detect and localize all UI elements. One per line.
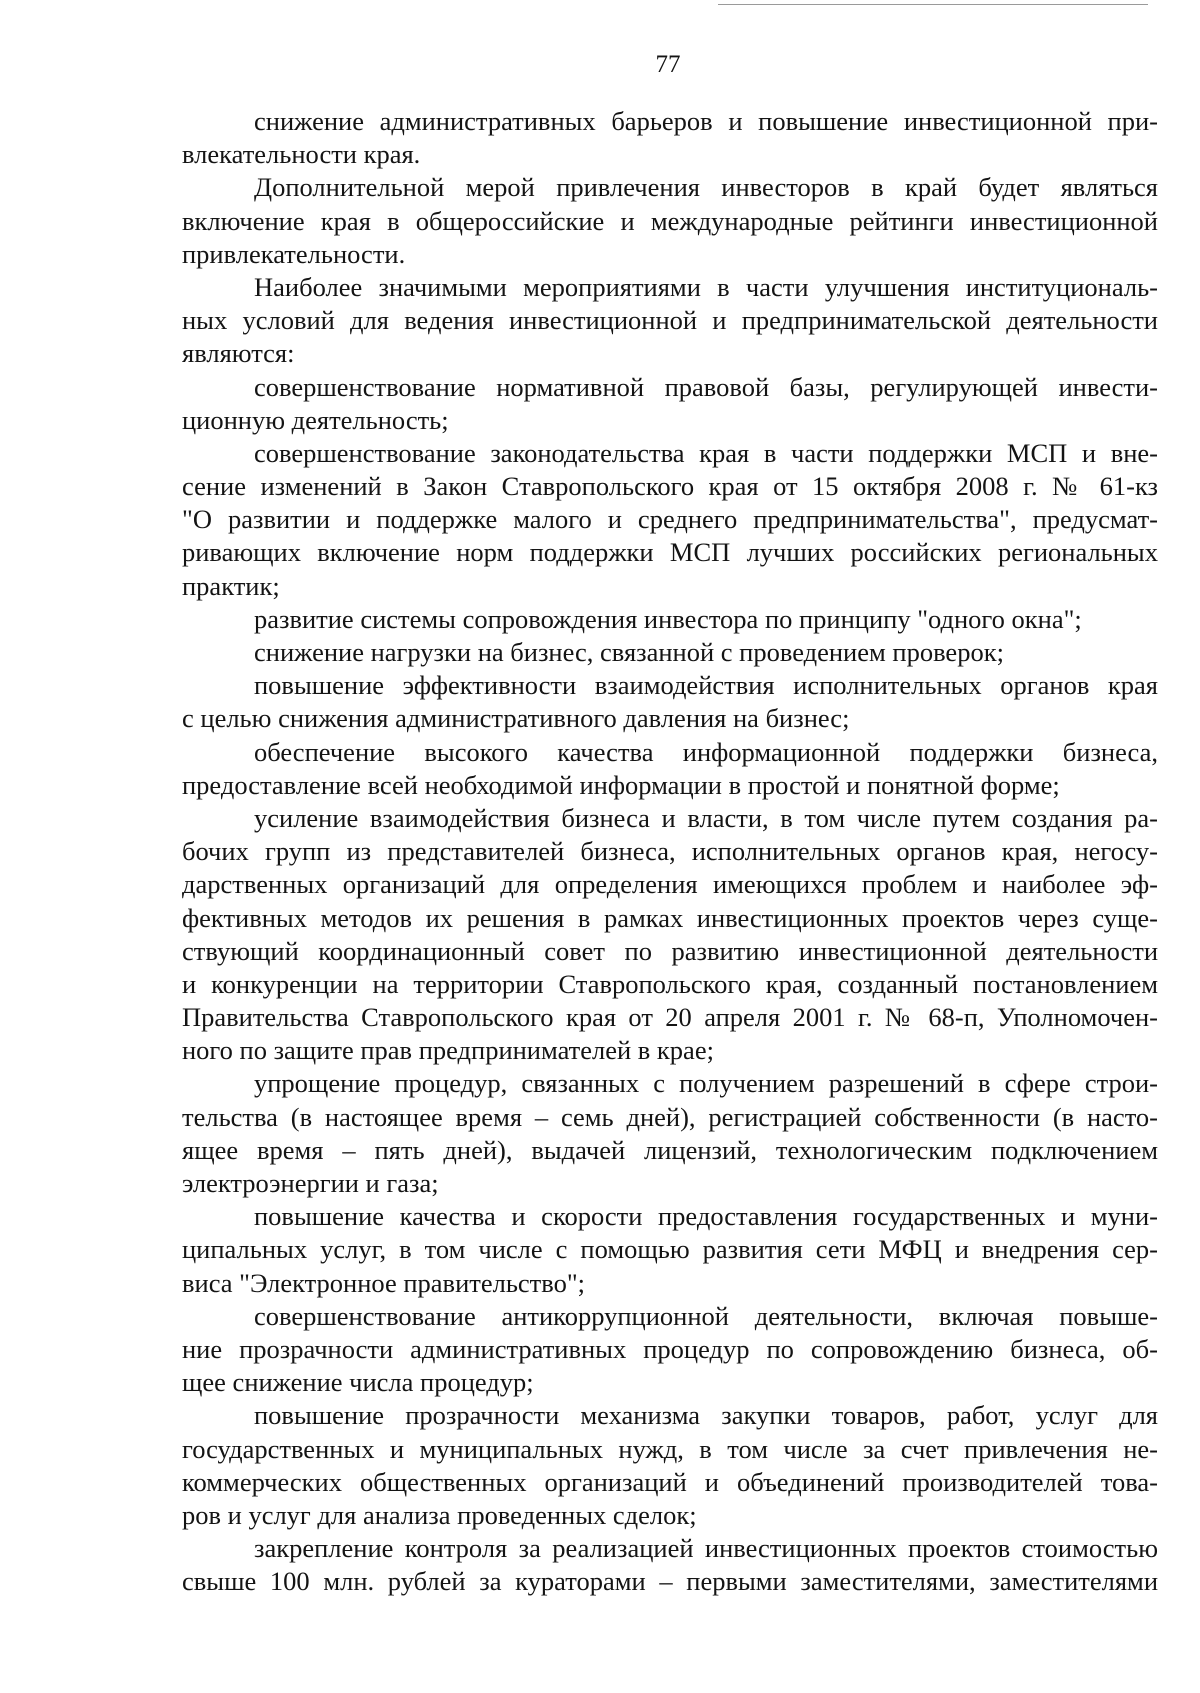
text-line: виса "Электронное правительство"; [182, 1267, 586, 1298]
text-line: снижение нагрузки на бизнес, связанной с проведением проверок; [254, 637, 1004, 667]
text-line: являются: [182, 338, 295, 369]
text-line: и конкуренции на территории Ставропольского края, созданный постановлением [182, 968, 1158, 999]
text-line: совершенствование законодательства края в части поддержки МСП и вне- [254, 437, 1158, 468]
scan-edge-line [718, 4, 1148, 5]
text-line: ного по защите прав предпринимателей в крае; [182, 1035, 714, 1066]
text-line: привлекательности. [182, 238, 406, 269]
text-line: включение края в общероссийские и международные рейтинги инвестиционной [182, 205, 1158, 236]
text-line: совершенствование нормативной правовой базы, регулирующей инвести- [254, 371, 1158, 402]
text-line: ние прозрачности административных процедур по сопровождению бизнеса, об- [182, 1333, 1158, 1364]
page-number: 77 [655, 51, 681, 78]
text-line: ривающих включение норм поддержки МСП лучших российских региональных [182, 537, 1158, 568]
page-body-text [182, 105, 1158, 1598]
text-line: дарственных организаций для определения имеющихся проблем и наиболее эф- [182, 869, 1158, 900]
text-line: обеспечение высокого качества информационной поддержки бизнеса, [254, 736, 1158, 767]
text-line: ров и услуг для анализа проведенных сделок; [182, 1499, 697, 1530]
text-line: ящее время – пять дней), выдачей лицензий, технологическим подключением [182, 1134, 1158, 1165]
text-line: снижение административных барьеров и повышение инвестиционной при- [254, 106, 1158, 136]
text-line: щее снижение числа процедур; [182, 1367, 534, 1398]
text-line: Наиболее значимыми мероприятиями в части улучшения институциональ- [254, 271, 1158, 302]
text-line: государственных и муниципальных нужд, в том числе за счет привлечения не- [182, 1433, 1158, 1464]
text-line: совершенствование антикоррупционной деятельности, включая повыше- [254, 1300, 1158, 1331]
text-line: развитие системы сопровождения инвестора по принципу "одного окна"; [254, 603, 1082, 634]
text-line: бочих групп из представителей бизнеса, исполнительных органов края, негосу- [182, 836, 1158, 867]
text-line: "О развитии и поддержке малого и среднего предпринимательства", предусмат- [182, 504, 1158, 535]
text-line: Дополнительной мерой привлечения инвесторов в край будет являться [254, 172, 1158, 203]
text-line: коммерческих общественных организаций и объединений производителей това- [182, 1466, 1158, 1497]
text-line: ционную деятельность; [182, 404, 449, 435]
text-line: упрощение процедур, связанных с получением разрешений в сфере строи- [254, 1068, 1158, 1099]
text-line: с целью снижения административного давления на бизнес; [182, 703, 850, 734]
text-line: ствующий координационный совет по развитию инвестиционной деятельности [182, 935, 1158, 966]
text-line: тельства (в настоящее время – семь дней), регистрацией собственности (в насто- [182, 1101, 1158, 1132]
text-line: электроэнергии и газа; [182, 1168, 439, 1198]
text-line: ципальных услуг, в том числе с помощью развития сети МФЦ и внедрения сер- [182, 1234, 1158, 1265]
text-line: влекательности края. [182, 139, 421, 170]
text-line: свыше 100 млн. рублей за кураторами – первыми заместителями, заместителями [182, 1566, 1158, 1597]
text-line: сение изменений в Закон Ставропольского края от 15 октября 2008 г. № 61-кз [182, 471, 1158, 502]
text-line: фективных методов их решения в рамках инвестиционных проектов через суще- [182, 902, 1158, 933]
text-line: практик; [182, 570, 280, 601]
text-line: ных условий для ведения инвестиционной и предпринимательской деятельности [182, 305, 1158, 336]
text-line: Правительства Ставропольского края от 20 апреля 2001 г. № 68-п, Уполномочен- [182, 1002, 1158, 1033]
text-line: предоставление всей необходимой информации в простой и понятной форме; [182, 769, 1060, 800]
text-line: повышение эффективности взаимодействия исполнительных органов края [254, 670, 1158, 701]
text-line: повышение прозрачности механизма закупки товаров, работ, услуг для [254, 1400, 1158, 1431]
text-line: закрепление контроля за реализацией инвестиционных проектов стоимостью [254, 1533, 1158, 1564]
text-line: усиление взаимодействия бизнеса и власти, в том числе путем создания ра- [254, 802, 1158, 833]
text-line: повышение качества и скорости предоставления государственных и муни- [254, 1201, 1158, 1232]
